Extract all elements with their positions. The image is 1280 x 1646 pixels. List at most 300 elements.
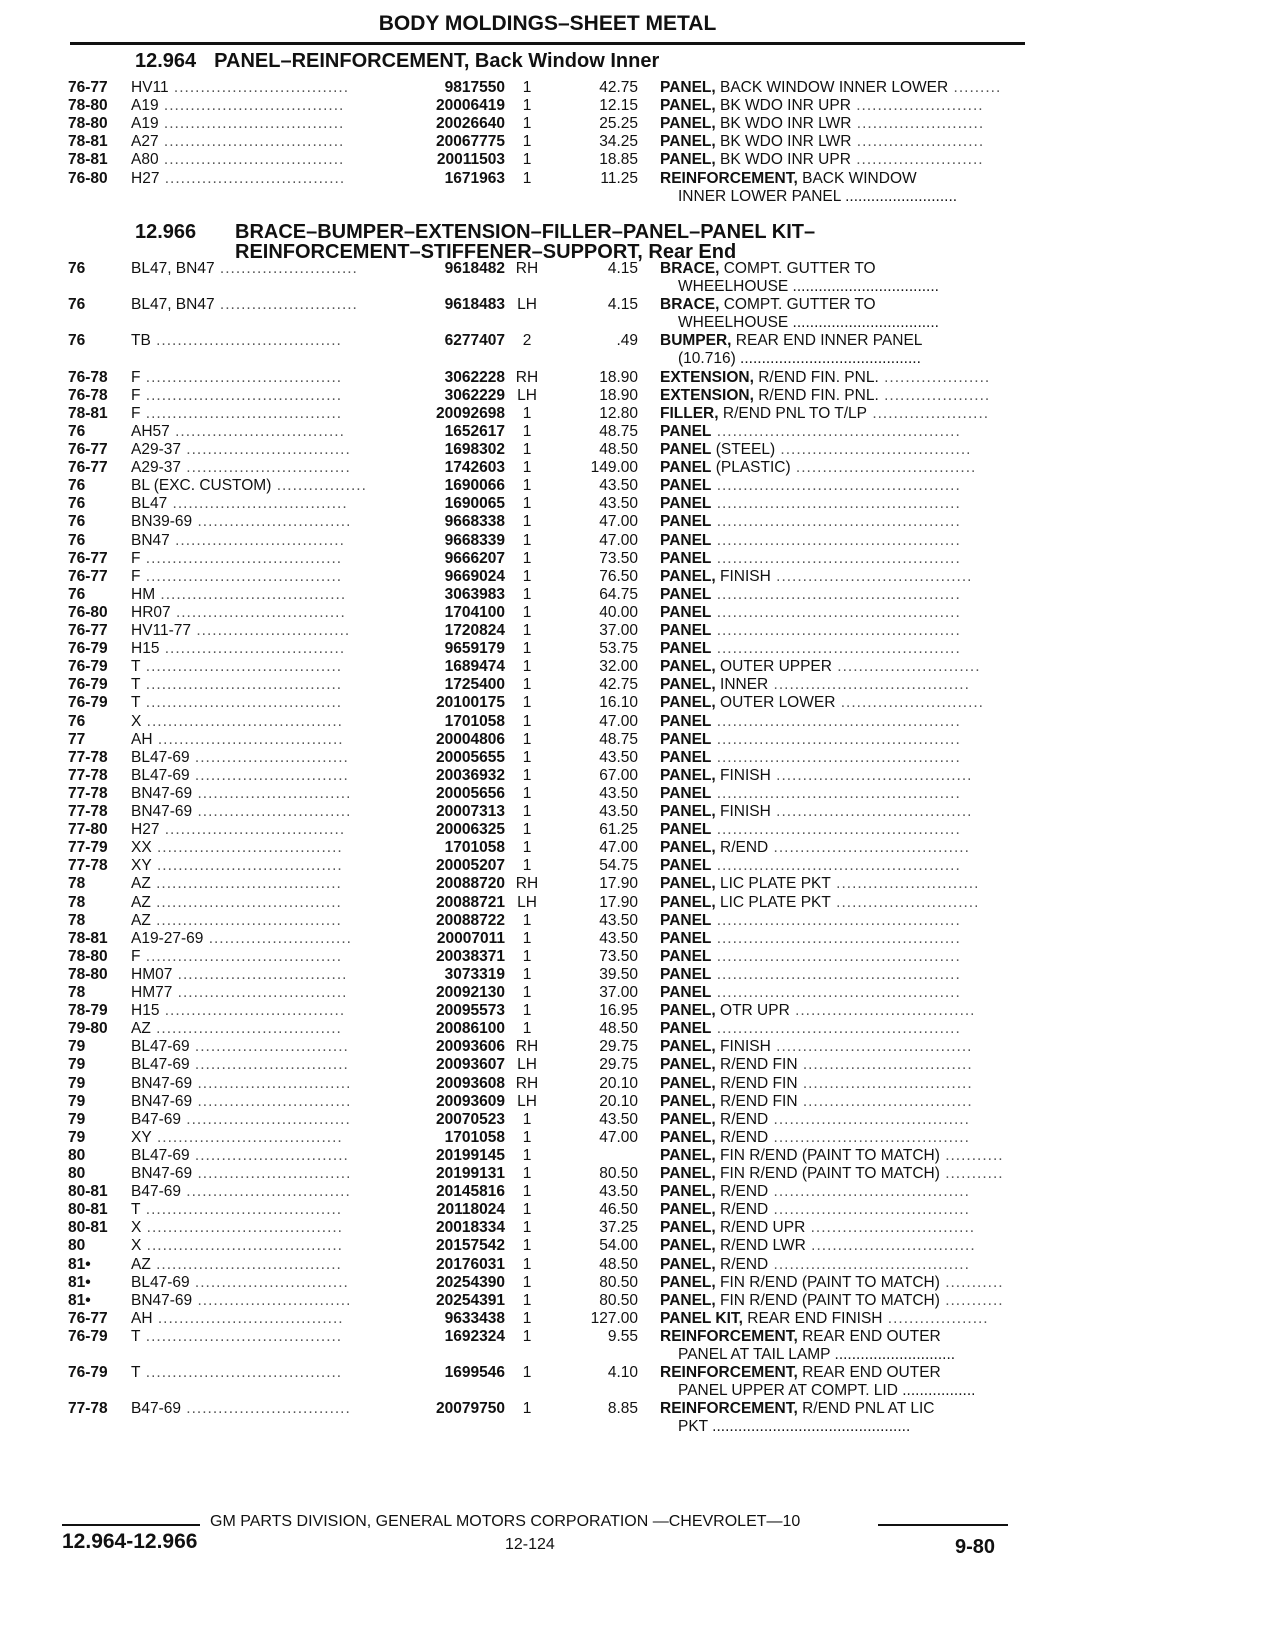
price: 43.50 [599, 929, 638, 947]
description [660, 676, 970, 694]
quantity: 1 [522, 1128, 532, 1146]
description [660, 785, 961, 803]
quantity: 1 [522, 1400, 532, 1418]
leader-dots: ............................. [192, 1291, 352, 1309]
leader-dots: ..................................... [141, 1237, 343, 1255]
description [660, 586, 961, 604]
quantity: 1 [522, 984, 532, 1001]
description [660, 731, 961, 749]
leader-dots: ................................ [169, 422, 345, 440]
leader-dots: ............................. [189, 1273, 349, 1291]
quantity: 1 [522, 1327, 532, 1345]
part-number: 1689474 [444, 658, 505, 676]
model-year: 78-80 [68, 947, 108, 965]
leader-dots: ................................... [150, 1020, 342, 1038]
part-number: 20100175 [436, 694, 505, 712]
model-year: 78-81 [68, 133, 108, 151]
section-heading-line1: BRACE–BUMPER–EXTENSION–FILLER–PANEL–PANEL KIT– [235, 221, 816, 243]
leader-dots: .................................. [789, 1002, 976, 1020]
model-code-text: H15 [131, 640, 160, 658]
leader-dots: ..................................... [140, 694, 343, 712]
description-keyword: PANEL, [660, 133, 716, 151]
leader-dots: .................................. [788, 314, 939, 332]
model-year: 80 [68, 1237, 86, 1255]
price: .49 [616, 332, 638, 350]
quantity: 1 [522, 115, 532, 133]
model-code [131, 97, 344, 115]
price: 48.75 [599, 422, 638, 440]
model-code-text: HM07 [131, 965, 173, 983]
model-code [131, 1292, 351, 1310]
model-code-text: F [131, 567, 141, 585]
price: 34.25 [599, 133, 638, 151]
model-year: 76-77 [68, 1309, 108, 1327]
description-text: REAR END OUTER [797, 1327, 941, 1345]
description-continuation: WHEELHOUSE .................................. [678, 278, 939, 295]
leader-dots: .............................................. [711, 531, 961, 549]
leader-dots: ............................. [191, 622, 351, 639]
leader-dots: ............................. [192, 1165, 352, 1182]
leader-dots: .................................. [159, 821, 346, 839]
model-year: 79 [68, 1038, 86, 1056]
leader-dots: ............................... [805, 1219, 976, 1237]
description-keyword: REINFORCEMENT, [660, 169, 798, 187]
model-year: 81• [68, 1255, 91, 1273]
description-keyword: REINFORCEMENT, [660, 1400, 798, 1418]
part-number: 20118024 [436, 1201, 505, 1219]
description-text: (PLASTIC) [711, 459, 791, 477]
quantity: 1 [522, 1146, 532, 1164]
model-code-text: BL47-69 [131, 1038, 190, 1056]
model-code-text: T [131, 1327, 141, 1345]
model-year: 76-79 [68, 676, 108, 694]
leader-dots: .................................. [159, 169, 346, 187]
description [660, 875, 979, 893]
model-code-text: BN47-69 [131, 784, 193, 802]
model-year: 79 [68, 1128, 86, 1146]
leader-dots: ........................ [851, 115, 985, 133]
price: 20.10 [599, 1092, 638, 1110]
section-title-12-964 [135, 50, 659, 73]
price: 80.50 [599, 1291, 638, 1309]
leader-dots: ......... [948, 79, 1002, 96]
part-number: 1652617 [444, 422, 505, 440]
leader-dots: ................................... [152, 730, 344, 748]
model-code [131, 658, 342, 676]
quantity: 1 [522, 133, 532, 151]
model-code [131, 405, 342, 423]
model-code-text: HM [131, 585, 156, 603]
leader-dots: ..................................... [140, 567, 343, 585]
model-code [131, 713, 343, 731]
part-number: 20026640 [436, 115, 505, 133]
section-title-12-966 [135, 222, 815, 262]
model-year: 76-80 [68, 169, 108, 187]
quantity: 1 [522, 1273, 532, 1291]
price: 64.75 [599, 585, 638, 603]
leader-dots: ..................................... [768, 1201, 970, 1219]
quantity: 1 [522, 712, 532, 730]
leader-dots: .............................................. [711, 422, 961, 440]
quantity: 1 [522, 531, 532, 549]
model-code-text: A19 [131, 97, 159, 115]
model-code-text: BN47-69 [131, 1165, 193, 1182]
description [660, 532, 961, 550]
description-text: R/END [715, 1201, 769, 1219]
leader-dots: ..................................... [768, 1183, 970, 1201]
model-code [131, 532, 345, 550]
quantity: 1 [522, 947, 532, 965]
leader-dots: .................................. [159, 640, 346, 658]
leader-dots: ........................... [831, 658, 981, 676]
price: 48.50 [599, 1020, 638, 1038]
model-code-text: T [131, 676, 141, 694]
part-number: 3062229 [444, 386, 505, 404]
leader-dots: ................................... [151, 1128, 343, 1146]
description [660, 839, 970, 857]
quantity: 1 [522, 658, 532, 676]
quantity: RH [515, 875, 539, 893]
leader-dots: ..................................... [140, 386, 343, 404]
description [660, 713, 961, 731]
description-text: FINISH [715, 567, 771, 585]
model-code [131, 839, 343, 857]
leader-dots: .................................. [158, 115, 345, 133]
model-code [131, 1129, 343, 1147]
model-year: 81• [68, 1273, 91, 1291]
description-keyword: PANEL [660, 477, 712, 495]
model-year: 76-80 [68, 603, 108, 621]
model-code-text: B47-69 [131, 1400, 181, 1418]
price: 25.25 [599, 115, 638, 133]
description [660, 767, 972, 785]
model-code [131, 1111, 351, 1129]
description [660, 260, 876, 278]
description-continuation: PANEL AT TAIL LAMP ............................ [678, 1345, 956, 1363]
model-year: 76-77 [68, 622, 108, 639]
model-year: 78 [68, 875, 86, 893]
part-number: 20006325 [436, 821, 505, 839]
model-code-text: XX [131, 839, 152, 857]
model-code-text: BN47-69 [131, 1074, 193, 1092]
model-year: 76 [68, 296, 86, 314]
model-code-text: AZ [131, 1255, 151, 1273]
model-code [131, 821, 345, 839]
model-year: 80 [68, 1146, 86, 1164]
leader-dots: ................................... [150, 1255, 342, 1273]
price: 48.75 [599, 730, 638, 748]
description [660, 441, 971, 459]
quantity: 1 [522, 640, 532, 658]
part-number: 20036932 [436, 766, 505, 784]
description-continuation: PANEL UPPER AT COMPT. LID ................. [678, 1382, 976, 1400]
description-continuation: (10.716) .......................................... [678, 350, 921, 368]
model-code [131, 930, 352, 948]
part-number: 20157542 [436, 1237, 505, 1255]
description-keyword: PANEL, [660, 893, 716, 911]
part-number: 1725400 [444, 676, 505, 694]
quantity: 1 [522, 495, 532, 513]
price: 4.15 [607, 260, 638, 277]
leader-dots: ..................................... [768, 1255, 970, 1273]
model-code-text: X [131, 1237, 142, 1255]
leader-dots: ........... [939, 1291, 1004, 1309]
model-year: 78-81 [68, 404, 108, 422]
price: 29.75 [599, 1038, 638, 1056]
model-code-text: XY [131, 1128, 152, 1146]
description-text: BK WDO INR UPR [715, 151, 851, 169]
description-text: REAR END FINISH [742, 1309, 883, 1327]
model-year: 76 [68, 585, 86, 603]
quantity: 1 [522, 1020, 532, 1038]
leader-dots: ............................ [830, 1345, 956, 1363]
description-keyword: PANEL [660, 513, 712, 531]
quantity: LH [517, 1056, 537, 1074]
price: 43.50 [599, 748, 638, 766]
model-year: 80-81 [68, 1201, 108, 1219]
part-number: 20093609 [436, 1092, 505, 1110]
model-code [131, 875, 342, 893]
description [660, 387, 990, 405]
description-keyword: PANEL [660, 459, 712, 477]
model-code-text: BL47, BN47 [131, 260, 215, 277]
description-text: LIC PLATE PKT [715, 893, 831, 911]
part-number: 20093608 [436, 1074, 505, 1092]
price: 54.00 [599, 1237, 638, 1255]
description-keyword: PANEL [660, 984, 712, 1001]
price: 46.50 [599, 1201, 638, 1219]
footer-rule-right [878, 1524, 1008, 1526]
description [660, 1056, 973, 1074]
leader-dots: .............................................. [711, 622, 961, 639]
model-code [131, 1165, 351, 1183]
price: 16.10 [599, 694, 638, 712]
model-code-text: X [131, 1219, 142, 1237]
model-code-text: A19-27-69 [131, 929, 204, 947]
description-keyword: PANEL, [660, 1273, 716, 1291]
description-keyword: PANEL, [660, 1092, 716, 1110]
model-year: 77-78 [68, 784, 108, 802]
model-code [131, 1274, 349, 1292]
model-code-text: AH57 [131, 422, 170, 440]
description-text: BACK WINDOW [797, 169, 917, 187]
part-number: 20004806 [436, 730, 505, 748]
part-number: 20176031 [436, 1255, 505, 1273]
section-heading: PANEL–REINFORCEMENT, Back Window Inner [214, 50, 660, 72]
description-text: (STEEL) [711, 441, 776, 458]
model-code [131, 622, 350, 640]
quantity: 1 [522, 803, 532, 820]
description [660, 694, 984, 712]
description [660, 1364, 941, 1382]
description [660, 1129, 970, 1147]
model-code [131, 1183, 351, 1201]
model-code [131, 803, 351, 821]
description [660, 1219, 975, 1237]
price: 17.90 [599, 875, 638, 893]
model-year: 78 [68, 984, 86, 1001]
description-keyword: PANEL, [660, 151, 716, 169]
model-code-text: HM77 [131, 984, 173, 1001]
model-year: 77-78 [68, 857, 108, 875]
description [660, 640, 961, 658]
description [660, 369, 990, 387]
description [660, 1292, 1004, 1310]
description [660, 803, 972, 821]
model-code [131, 1056, 349, 1074]
description-text: COMPT. GUTTER TO [719, 260, 876, 277]
description-keyword: PANEL [660, 929, 712, 947]
description [660, 1328, 941, 1346]
price: 48.50 [599, 441, 638, 458]
description [660, 1274, 1004, 1292]
part-number: 20079750 [436, 1400, 505, 1418]
model-year: 79 [68, 1056, 86, 1074]
price: 67.00 [599, 766, 638, 784]
leader-dots: ........... [939, 1146, 1004, 1164]
description [660, 1002, 976, 1020]
model-year: 76-79 [68, 1327, 108, 1345]
footer-rule-left [62, 1524, 200, 1526]
description-text: LIC PLATE PKT [715, 875, 831, 893]
part-number: 1698302 [444, 441, 505, 458]
description [660, 1075, 973, 1093]
part-number: 20007011 [436, 929, 505, 947]
price: 11.25 [600, 169, 638, 187]
quantity: RH [515, 1038, 539, 1056]
quantity: 1 [522, 603, 532, 621]
description-text: FIN R/END (PAINT TO MATCH) [715, 1291, 940, 1309]
model-year: 76-77 [68, 549, 108, 567]
model-code [131, 984, 347, 1002]
description [660, 1256, 970, 1274]
description-keyword: PANEL, [660, 658, 716, 676]
model-year: 77-78 [68, 748, 108, 766]
model-code-text: BL47-69 [131, 748, 190, 766]
description-keyword: PANEL [660, 549, 712, 567]
description [660, 568, 972, 586]
model-year: 77-79 [68, 839, 108, 857]
description-keyword: PANEL, [660, 694, 716, 712]
model-code-text: BL47-69 [131, 1146, 190, 1164]
price: 43.50 [599, 803, 638, 820]
leader-dots: .......................................... [735, 350, 921, 368]
price: 37.00 [599, 622, 638, 639]
leader-dots: ............................... [180, 441, 351, 458]
model-code-text: F [131, 404, 141, 422]
quantity: 1 [522, 1255, 532, 1273]
model-code [131, 694, 342, 712]
leader-dots: ................................ [797, 1074, 973, 1092]
leader-dots: .............................................. [711, 947, 961, 965]
quantity: 1 [522, 549, 532, 567]
description [660, 296, 876, 314]
leader-dots: ................................ [797, 1092, 973, 1110]
leader-dots: .......................... [214, 260, 358, 277]
model-year: 76-77 [68, 567, 108, 585]
description-keyword: PANEL, [660, 1074, 716, 1092]
leader-dots: ..................................... [140, 1201, 343, 1219]
quantity: 1 [522, 1237, 532, 1255]
price: 47.00 [599, 1128, 638, 1146]
leader-dots: ..................................... [770, 567, 973, 585]
quantity: LH [517, 296, 537, 314]
price: 18.90 [599, 386, 638, 404]
description-keyword: PANEL, [660, 1219, 716, 1237]
description-keyword: BUMPER, [660, 332, 732, 350]
model-code [131, 1364, 342, 1382]
price: 8.85 [607, 1400, 638, 1418]
model-code-text: BN47 [131, 531, 170, 549]
description-text: REAR END OUTER [797, 1364, 941, 1382]
leader-dots: ..................................... [770, 766, 973, 784]
description [660, 97, 984, 115]
leader-dots: ................................. [168, 79, 350, 96]
model-code [131, 1147, 349, 1165]
leader-dots: .............................................. [711, 748, 961, 766]
part-number: 3062228 [444, 368, 505, 386]
leader-dots: ........................... [830, 875, 980, 893]
model-year: 76-79 [68, 1364, 108, 1382]
leader-dots: ..................................... [768, 676, 970, 694]
part-number: 20005656 [436, 784, 505, 802]
price: 9.55 [607, 1327, 638, 1345]
quantity: LH [517, 1092, 537, 1110]
model-code-text: T [131, 1201, 141, 1219]
model-code-text: BN47-69 [131, 1092, 193, 1110]
model-code-text: B47-69 [131, 1110, 181, 1128]
price: 20.10 [599, 1074, 638, 1092]
quantity: 1 [522, 857, 532, 875]
price: 47.00 [599, 712, 638, 730]
description-text: OTR UPR [715, 1002, 790, 1020]
part-number: 20038371 [436, 947, 505, 965]
model-code [131, 749, 349, 767]
description-keyword: PANEL, [660, 1110, 716, 1128]
description-keyword: PANEL, [660, 97, 716, 115]
description-keyword: PANEL, [660, 1056, 716, 1074]
part-number: 20254390 [436, 1273, 505, 1291]
description [660, 1183, 970, 1201]
price: 127.00 [590, 1309, 638, 1327]
model-code [131, 1093, 351, 1111]
description [660, 405, 989, 423]
leader-dots: ..................................... [140, 658, 343, 676]
quantity: RH [515, 368, 539, 386]
footer-date: 9-80 [955, 1536, 996, 1558]
leader-dots: ..................................... [140, 1327, 343, 1345]
part-number: 1692324 [444, 1327, 505, 1345]
model-code [131, 948, 342, 966]
description-text: R/END FIN [715, 1092, 798, 1110]
part-number: 20088721 [436, 893, 505, 911]
quantity: 1 [522, 694, 532, 712]
model-code [131, 568, 342, 586]
model-year: 76-79 [68, 694, 108, 712]
part-number: 9618482 [444, 260, 505, 277]
part-number: 9633438 [444, 1309, 505, 1327]
description-keyword: PANEL [660, 603, 712, 621]
description [660, 495, 961, 513]
description-keyword: PANEL [660, 640, 712, 658]
quantity: 1 [522, 676, 532, 694]
description-text: OUTER LOWER [715, 694, 836, 712]
model-code-text: BN39-69 [131, 513, 193, 531]
leader-dots: .............................................. [711, 965, 961, 983]
part-number: 6277407 [444, 332, 505, 350]
model-code [131, 894, 342, 912]
description-keyword: EXTENSION, [660, 386, 754, 404]
